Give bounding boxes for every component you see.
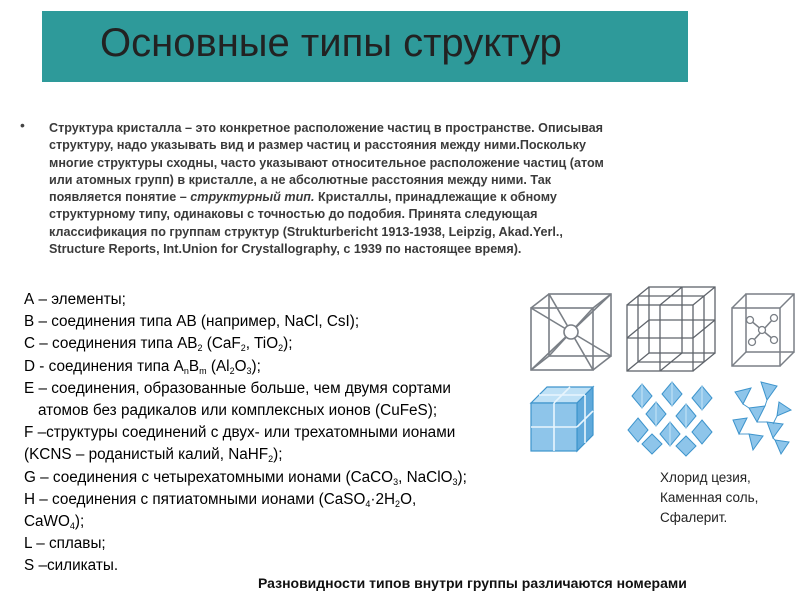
- text: Н – соединения с пятиатомными ионами (CaSO: [24, 490, 366, 508]
- class-item-e: Е – соединения, образованные больше, чем двумя сортами: [24, 379, 451, 397]
- intro-line: Structure Reports, Int.Union for Crystallography, с 1939 по настоящее время).: [49, 242, 522, 257]
- intro-line: или атомных групп) в кристалле, а не абсолютные расстояния между ними. Так: [49, 172, 552, 187]
- text: );: [283, 335, 293, 353]
- text: );: [251, 357, 261, 375]
- class-item-l: L – сплавы;: [24, 535, 106, 553]
- subscript: 4: [69, 521, 75, 532]
- class-item-d: [24, 356, 544, 378]
- text: , TiO: [245, 335, 279, 353]
- text: ·2H: [370, 490, 396, 508]
- subscript: 2: [240, 343, 246, 354]
- class-item-h: [24, 489, 544, 511]
- intro-line: классификация по группам структур (Strukturbericht 1913-1938, Leipzig, Akad.Yerl.,: [49, 224, 563, 239]
- text: O,: [400, 490, 417, 508]
- caption-line: Сфалерит.: [660, 510, 728, 525]
- intro-paragraph: [49, 120, 689, 258]
- subscript: 2: [197, 343, 203, 354]
- rock-salt-cell-icon: [623, 283, 719, 379]
- subscript: 2: [278, 343, 284, 354]
- caption-line: Каменная соль,: [660, 490, 759, 505]
- subscript: 3: [246, 365, 252, 376]
- intro-term: структурный тип.: [190, 190, 315, 205]
- text: B: [188, 357, 200, 375]
- octahedra-network-icon: [622, 378, 722, 458]
- class-item-s: S –силикаты.: [24, 557, 119, 575]
- class-item-h-cont: [24, 511, 544, 533]
- subscript: n: [183, 365, 189, 376]
- text: );: [273, 446, 283, 464]
- class-item-a: А – элементы;: [24, 291, 126, 308]
- intro-line: структуру, надо указывать вид и размер частиц и расстояния между ними.Поскольку: [49, 138, 586, 153]
- subscript: 4: [365, 498, 371, 509]
- text: С – соединения типа АВ: [24, 335, 198, 353]
- text: (Al: [206, 357, 230, 375]
- footer-note: Разновидности типов внутри группы различаются номерами: [258, 575, 687, 591]
- text: (KCNS – роданистый калий, NaHF: [24, 446, 269, 464]
- page-title: Основные типы структур: [100, 21, 562, 65]
- intro-text: Кристаллы, принадлежащие к обному: [314, 190, 557, 205]
- text: G – соединения с четырехатомными ионами (CaCO: [24, 468, 394, 486]
- class-item-f: F –структуры соединений с двух- или трехатомными ионами: [24, 424, 456, 442]
- class-item-f-cont: [24, 444, 544, 466]
- subscript: m: [199, 365, 207, 376]
- subscript: 3: [452, 476, 458, 487]
- intro-line: [49, 189, 689, 206]
- intro-text: появляется понятие –: [49, 190, 191, 205]
- title-banner: [42, 11, 688, 82]
- intro-line: Структура кристалла – это конкретное расположение частиц в пространстве. Описывая: [49, 121, 604, 135]
- class-item-g: [24, 467, 544, 489]
- structure-class-list: [24, 289, 544, 578]
- class-item-e-cont: атомов без радикалов или комплексных ионов (CuFeS);: [38, 402, 438, 420]
- tetrahedra-network-icon: [727, 378, 795, 458]
- figure-caption: [660, 468, 758, 528]
- cube-blocks-icon: [527, 383, 597, 455]
- subscript: 2: [395, 498, 401, 509]
- subscript: 2: [229, 365, 235, 376]
- class-item-c: [24, 333, 544, 355]
- subscript: 3: [393, 476, 399, 487]
- text: );: [457, 468, 467, 486]
- text: , NaClO: [398, 468, 453, 486]
- bullet-marker: •: [20, 117, 25, 133]
- subscript: 2: [268, 454, 274, 465]
- text: );: [74, 513, 85, 531]
- caption-line: Хлорид цезия,: [660, 470, 751, 485]
- sphalerite-cell-icon: [728, 290, 798, 370]
- text: CaWO: [24, 513, 70, 531]
- class-item-b: В – соединения типа АВ (например, NaCl, CsI);: [24, 313, 360, 331]
- intro-line: многие структуры сходны, часто указывают относительное расположение частиц (атом: [49, 155, 604, 170]
- intro-line: структурному типу, одинаковы с точностью до подобия. Принята следующая: [49, 207, 538, 222]
- text: D - соединения типа А: [24, 357, 184, 375]
- text: (CaF: [202, 335, 241, 353]
- text: O: [234, 357, 247, 375]
- cesium-chloride-cell-icon: [527, 290, 617, 375]
